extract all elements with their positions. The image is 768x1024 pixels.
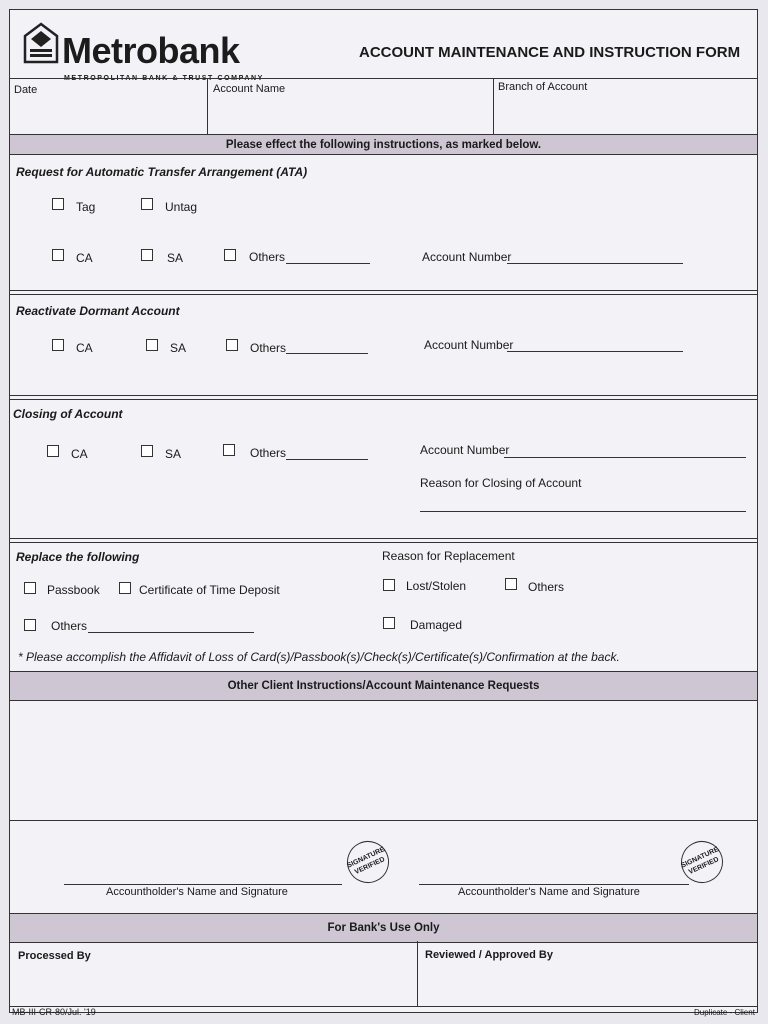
ata-sa-label: SA bbox=[167, 251, 184, 265]
brand-subtitle: METROPOLITAN BANK & TRUST COMPANY bbox=[64, 75, 264, 82]
affidavit-note: * Please accomplish the Affidavit of Loss of Card(s)/Passbook(s)/Check(s)/Certificate(s)/Confirmation at the back. bbox=[18, 650, 620, 664]
passbook-label: Passbook bbox=[47, 583, 100, 597]
ata-account-number-field[interactable] bbox=[507, 263, 683, 264]
ata-untag-label: Untag bbox=[165, 200, 198, 214]
signature-verified-stamp-right: SIGNATURE VERIFIED bbox=[674, 834, 730, 890]
signature-verified-stamp-left: SIGNATURE VERIFIED bbox=[340, 834, 396, 890]
passbook-checkbox[interactable] bbox=[24, 582, 36, 594]
ctd-checkbox[interactable] bbox=[119, 582, 131, 594]
date-label: Date bbox=[14, 84, 38, 96]
replace-others-field[interactable] bbox=[88, 632, 254, 633]
reason-others-label: Others bbox=[528, 580, 565, 594]
damaged-checkbox[interactable] bbox=[383, 617, 395, 629]
dormant-title: Reactivate Dormant Account bbox=[16, 304, 180, 318]
closing-ca-checkbox[interactable] bbox=[47, 445, 59, 457]
closing-ca-label: CA bbox=[71, 447, 88, 461]
ata-ca-checkbox[interactable] bbox=[52, 249, 64, 261]
account-name-label: Account Name bbox=[213, 83, 286, 95]
ata-untag-checkbox[interactable] bbox=[141, 198, 153, 210]
form-code: MB-III-CR-80/Jul. '19 bbox=[12, 1007, 96, 1017]
dormant-ca-checkbox[interactable] bbox=[52, 339, 64, 351]
closing-others-label: Others bbox=[250, 446, 287, 460]
reason-others-checkbox[interactable] bbox=[505, 578, 517, 590]
branch-field[interactable] bbox=[495, 96, 755, 132]
replace-others-label: Others bbox=[51, 619, 88, 633]
right-signature-line[interactable] bbox=[419, 884, 689, 885]
lost-stolen-checkbox[interactable] bbox=[383, 579, 395, 591]
left-signature-line[interactable] bbox=[64, 884, 342, 885]
ata-sa-checkbox[interactable] bbox=[141, 249, 153, 261]
ata-others-label: Others bbox=[249, 250, 286, 264]
replace-others-checkbox[interactable] bbox=[24, 619, 36, 631]
dormant-account-number-field[interactable] bbox=[507, 351, 683, 352]
closing-others-field[interactable] bbox=[286, 459, 368, 460]
dormant-others-label: Others bbox=[250, 341, 287, 355]
branch-label: Branch of Account bbox=[498, 81, 588, 93]
form-title: ACCOUNT MAINTENANCE AND INSTRUCTION FORM bbox=[359, 44, 741, 61]
copy-label: Duplicate - Client bbox=[694, 1008, 755, 1017]
dormant-sa-checkbox[interactable] bbox=[146, 339, 158, 351]
closing-title: Closing of Account bbox=[13, 407, 123, 421]
ata-tag-label: Tag bbox=[76, 200, 96, 214]
right-signature-label: Accountholder's Name and Signature bbox=[458, 886, 640, 898]
closing-account-number-label: Account Number bbox=[420, 443, 510, 457]
ctd-label: Certificate of Time Deposit bbox=[139, 583, 280, 597]
dormant-sa-label: SA bbox=[170, 341, 187, 355]
closing-sa-checkbox[interactable] bbox=[141, 445, 153, 457]
ata-others-field[interactable] bbox=[286, 263, 370, 264]
instruction-bar: Please effect the following instructions, as marked below. bbox=[10, 134, 757, 155]
ata-ca-label: CA bbox=[76, 251, 93, 265]
other-instructions-bar: Other Client Instructions/Account Maintenance Requests bbox=[10, 671, 757, 701]
left-signature-label: Accountholder's Name and Signature bbox=[106, 886, 288, 898]
ata-account-number-label: Account Number bbox=[422, 250, 512, 264]
date-field[interactable] bbox=[12, 96, 205, 132]
other-instructions-field[interactable] bbox=[12, 702, 755, 818]
processed-by-label: Processed By bbox=[18, 950, 91, 962]
reviewed-by-field[interactable] bbox=[419, 965, 755, 1005]
ata-title: Request for Automatic Transfer Arrangement (ATA) bbox=[16, 165, 308, 179]
metrobank-logo-icon bbox=[23, 22, 59, 66]
brand-name: Metrobank bbox=[62, 30, 240, 71]
reviewed-by-label: Reviewed / Approved By bbox=[425, 949, 553, 961]
dormant-others-checkbox[interactable] bbox=[226, 339, 238, 351]
account-name-field[interactable] bbox=[209, 96, 491, 132]
dormant-account-number-label: Account Number bbox=[424, 338, 514, 352]
dormant-ca-label: CA bbox=[76, 341, 93, 355]
processed-by-field[interactable] bbox=[12, 965, 415, 1005]
ata-others-checkbox[interactable] bbox=[224, 249, 236, 261]
lost-stolen-label: Lost/Stolen bbox=[406, 579, 467, 593]
closing-account-number-field[interactable] bbox=[504, 457, 746, 458]
closing-reason-field[interactable] bbox=[420, 511, 746, 512]
closing-reason-label: Reason for Closing of Account bbox=[420, 476, 582, 490]
closing-others-checkbox[interactable] bbox=[223, 444, 235, 456]
bank-use-bar: For Bank's Use Only bbox=[10, 913, 757, 943]
replacement-reason-title: Reason for Replacement bbox=[382, 549, 515, 563]
damaged-label: Damaged bbox=[410, 618, 463, 632]
ata-tag-checkbox[interactable] bbox=[52, 198, 64, 210]
account-maintenance-form bbox=[9, 9, 758, 1013]
closing-sa-label: SA bbox=[165, 447, 182, 461]
replace-title: Replace the following bbox=[16, 550, 140, 564]
dormant-others-field[interactable] bbox=[286, 353, 368, 354]
